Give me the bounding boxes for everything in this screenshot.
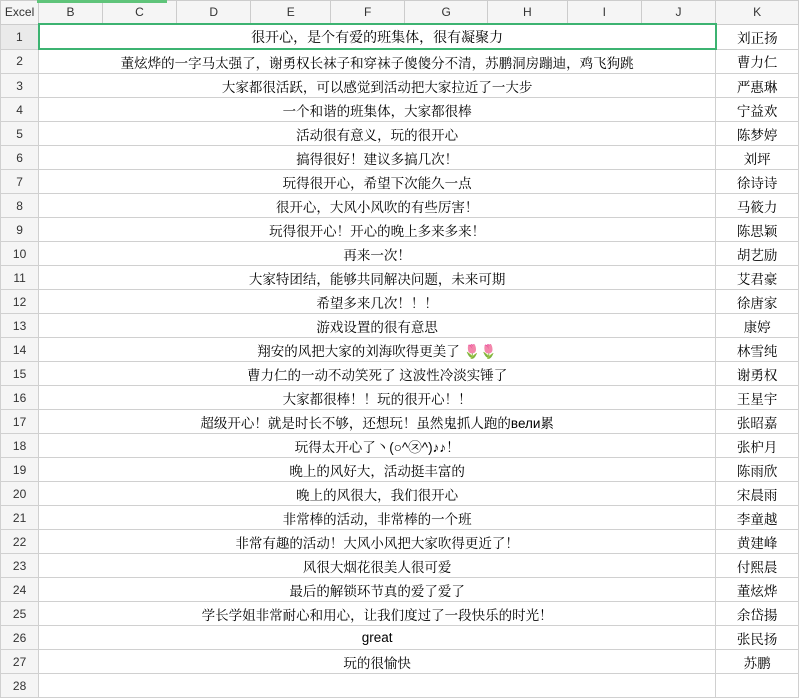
author-name-cell[interactable]: 王星宇 — [716, 386, 799, 410]
column-header-k[interactable]: K — [716, 1, 799, 25]
row-header-1[interactable]: 1 — [1, 24, 39, 49]
comment-cell[interactable]: 大家都很活跃，可以感觉到活动把大家拉近了一大步 — [39, 74, 716, 98]
table-row[interactable] — [1, 410, 799, 434]
row-header-19[interactable]: 19 — [1, 458, 39, 482]
author-name-cell[interactable] — [716, 674, 799, 698]
author-name-cell[interactable]: 严惠琳 — [716, 74, 799, 98]
author-name-cell[interactable]: 康婷 — [716, 314, 799, 338]
column-header-e[interactable]: E — [251, 1, 331, 25]
row-header-22[interactable]: 22 — [1, 530, 39, 554]
row-header-7[interactable]: 7 — [1, 170, 39, 194]
column-header-g[interactable]: G — [405, 1, 488, 25]
table-row[interactable] — [1, 290, 799, 314]
table-row[interactable] — [1, 338, 799, 362]
comment-cell[interactable]: 非常棒的活动，非常棒的一个班 — [39, 506, 716, 530]
comment-cell[interactable]: 玩得太开心了丶(○^㉨^)♪♪！ — [39, 434, 716, 458]
row-header-10[interactable]: 10 — [1, 242, 39, 266]
row-header-15[interactable]: 15 — [1, 362, 39, 386]
author-name-cell[interactable]: 付熙晨 — [716, 554, 799, 578]
row-header-28[interactable]: 28 — [1, 674, 39, 698]
author-name-cell[interactable]: 宋晨雨 — [716, 482, 799, 506]
author-name-cell[interactable]: 陈梦婷 — [716, 122, 799, 146]
comment-cell[interactable]: 玩得很开心！开心的晚上多来多来！ — [39, 218, 716, 242]
table-row[interactable] — [1, 242, 799, 266]
table-row[interactable] — [1, 674, 799, 698]
row-header-14[interactable]: 14 — [1, 338, 39, 362]
row-header-24[interactable]: 24 — [1, 578, 39, 602]
author-name-cell[interactable]: 陈思颖 — [716, 218, 799, 242]
comment-cell[interactable]: 曹力仁的一动不动笑死了 这波性冷淡实锤了 — [39, 362, 716, 386]
table-row[interactable] — [1, 650, 799, 674]
column-header-b[interactable]: B — [39, 1, 103, 25]
comment-cell[interactable]: 晚上的风很大，我们很开心 — [39, 482, 716, 506]
comment-cell[interactable]: 很开心，是个有爱的班集体，很有凝聚力 — [39, 24, 716, 49]
table-row[interactable] — [1, 386, 799, 410]
row-header-11[interactable]: 11 — [1, 266, 39, 290]
table-row[interactable] — [1, 170, 799, 194]
select-all-corner[interactable]: Excel — [1, 1, 39, 25]
author-name-cell[interactable]: 余岱揚 — [716, 602, 799, 626]
comment-cell[interactable]: 很开心，大风小风吹的有些厉害！ — [39, 194, 716, 218]
author-name-cell[interactable]: 马筱力 — [716, 194, 799, 218]
row-header-9[interactable]: 9 — [1, 218, 39, 242]
author-name-cell[interactable]: 宁益欢 — [716, 98, 799, 122]
comment-cell[interactable]: great — [39, 626, 716, 650]
comment-cell[interactable]: 董炫烨的一字马太强了，谢勇权长袜子和穿袜子傻傻分不清，苏鹏洞房蹦迪，鸡飞狗跳 — [39, 49, 716, 74]
author-name-cell[interactable]: 董炫烨 — [716, 578, 799, 602]
row-header-25[interactable]: 25 — [1, 602, 39, 626]
author-name-cell[interactable]: 徐唐家 — [716, 290, 799, 314]
row-header-8[interactable]: 8 — [1, 194, 39, 218]
row-header-3[interactable]: 3 — [1, 74, 39, 98]
author-name-cell[interactable]: 苏鹏 — [716, 650, 799, 674]
author-name-cell[interactable]: 张昭嘉 — [716, 410, 799, 434]
author-name-cell[interactable]: 李童越 — [716, 506, 799, 530]
table-row[interactable] — [1, 218, 799, 242]
author-name-cell[interactable]: 陈雨欣 — [716, 458, 799, 482]
column-header-c[interactable]: C — [102, 1, 176, 25]
table-row[interactable] — [1, 626, 799, 650]
row-header-2[interactable]: 2 — [1, 49, 39, 74]
row-header-23[interactable]: 23 — [1, 554, 39, 578]
table-row[interactable] — [1, 194, 799, 218]
table-row[interactable] — [1, 266, 799, 290]
comment-cell[interactable]: 再来一次！ — [39, 242, 716, 266]
comment-cell[interactable]: 玩的很愉快 — [39, 650, 716, 674]
table-row[interactable] — [1, 578, 799, 602]
author-name-cell[interactable]: 艾君豪 — [716, 266, 799, 290]
author-name-cell[interactable]: 胡艺励 — [716, 242, 799, 266]
column-header-i[interactable]: I — [567, 1, 641, 25]
author-name-cell[interactable]: 曹力仁 — [716, 49, 799, 74]
table-row[interactable] — [1, 530, 799, 554]
row-header-17[interactable]: 17 — [1, 410, 39, 434]
table-row[interactable] — [1, 122, 799, 146]
author-name-cell[interactable]: 黄建峰 — [716, 530, 799, 554]
table-row[interactable] — [1, 362, 799, 386]
table-row[interactable] — [1, 482, 799, 506]
comment-cell[interactable]: 玩得很开心，希望下次能久一点 — [39, 170, 716, 194]
author-name-cell[interactable]: 徐诗诗 — [716, 170, 799, 194]
comment-cell[interactable]: 非常有趣的活动！大风小风把大家吹得更近了！ — [39, 530, 716, 554]
green-progress-bar — [37, 0, 167, 3]
column-header-f[interactable]: F — [330, 1, 404, 25]
comment-cell[interactable]: 最后的解锁环节真的爱了爱了 — [39, 578, 716, 602]
table-row[interactable] — [1, 49, 799, 74]
comment-cell[interactable]: 学长学姐非常耐心和用心，让我们度过了一段快乐的时光！ — [39, 602, 716, 626]
comment-cell[interactable]: 风很大烟花很美人很可爱 — [39, 554, 716, 578]
table-row[interactable] — [1, 458, 799, 482]
column-header-row — [1, 1, 799, 25]
table-row[interactable] — [1, 98, 799, 122]
table-row[interactable] — [1, 74, 799, 98]
author-name-cell[interactable]: 刘坪 — [716, 146, 799, 170]
table-row[interactable] — [1, 602, 799, 626]
author-name-cell[interactable]: 刘正扬 — [716, 24, 799, 49]
column-header-j[interactable]: J — [641, 1, 715, 25]
row-header-21[interactable]: 21 — [1, 506, 39, 530]
comment-cell[interactable]: 活动很有意义，玩的很开心 — [39, 122, 716, 146]
comment-cell[interactable]: 搞得很好！建议多搞几次！ — [39, 146, 716, 170]
comment-cell[interactable]: 大家特团结，能够共同解决问题，未来可期 — [39, 266, 716, 290]
comment-cell[interactable]: 希望多来几次！！！ — [39, 290, 716, 314]
row-header-13[interactable]: 13 — [1, 314, 39, 338]
row-header-12[interactable]: 12 — [1, 290, 39, 314]
row-header-27[interactable]: 27 — [1, 650, 39, 674]
row-header-5[interactable]: 5 — [1, 122, 39, 146]
comment-cell[interactable]: 一个和谐的班集体，大家都很棒 — [39, 98, 716, 122]
table-row[interactable] — [1, 24, 799, 49]
row-header-20[interactable]: 20 — [1, 482, 39, 506]
author-name-cell[interactable]: 张民扬 — [716, 626, 799, 650]
comment-cell[interactable]: 超级开心！就是时长不够，还想玩！虽然鬼抓人跑的вели累 — [39, 410, 716, 434]
column-header-d[interactable]: D — [177, 1, 251, 25]
row-header-16[interactable]: 16 — [1, 386, 39, 410]
comment-cell[interactable]: 游戏设置的很有意思 — [39, 314, 716, 338]
column-header-h[interactable]: H — [488, 1, 568, 25]
author-name-cell[interactable]: 张枦月 — [716, 434, 799, 458]
table-row[interactable] — [1, 146, 799, 170]
table-row[interactable] — [1, 434, 799, 458]
comment-cell[interactable] — [39, 674, 716, 698]
row-header-18[interactable]: 18 — [1, 434, 39, 458]
comment-cell[interactable]: 晚上的风好大，活动挺丰富的 — [39, 458, 716, 482]
comment-cell[interactable]: 翔安的风把大家的刘海吹得更美了 🌷🌷 — [39, 338, 716, 362]
table-row[interactable] — [1, 554, 799, 578]
author-name-cell[interactable]: 林雪纯 — [716, 338, 799, 362]
comment-cell[interactable]: 大家都很棒！！玩的很开心！！ — [39, 386, 716, 410]
author-name-cell[interactable]: 谢勇权 — [716, 362, 799, 386]
table-row[interactable] — [1, 506, 799, 530]
row-header-4[interactable]: 4 — [1, 98, 39, 122]
row-header-6[interactable]: 6 — [1, 146, 39, 170]
table-row[interactable] — [1, 314, 799, 338]
row-header-26[interactable]: 26 — [1, 626, 39, 650]
